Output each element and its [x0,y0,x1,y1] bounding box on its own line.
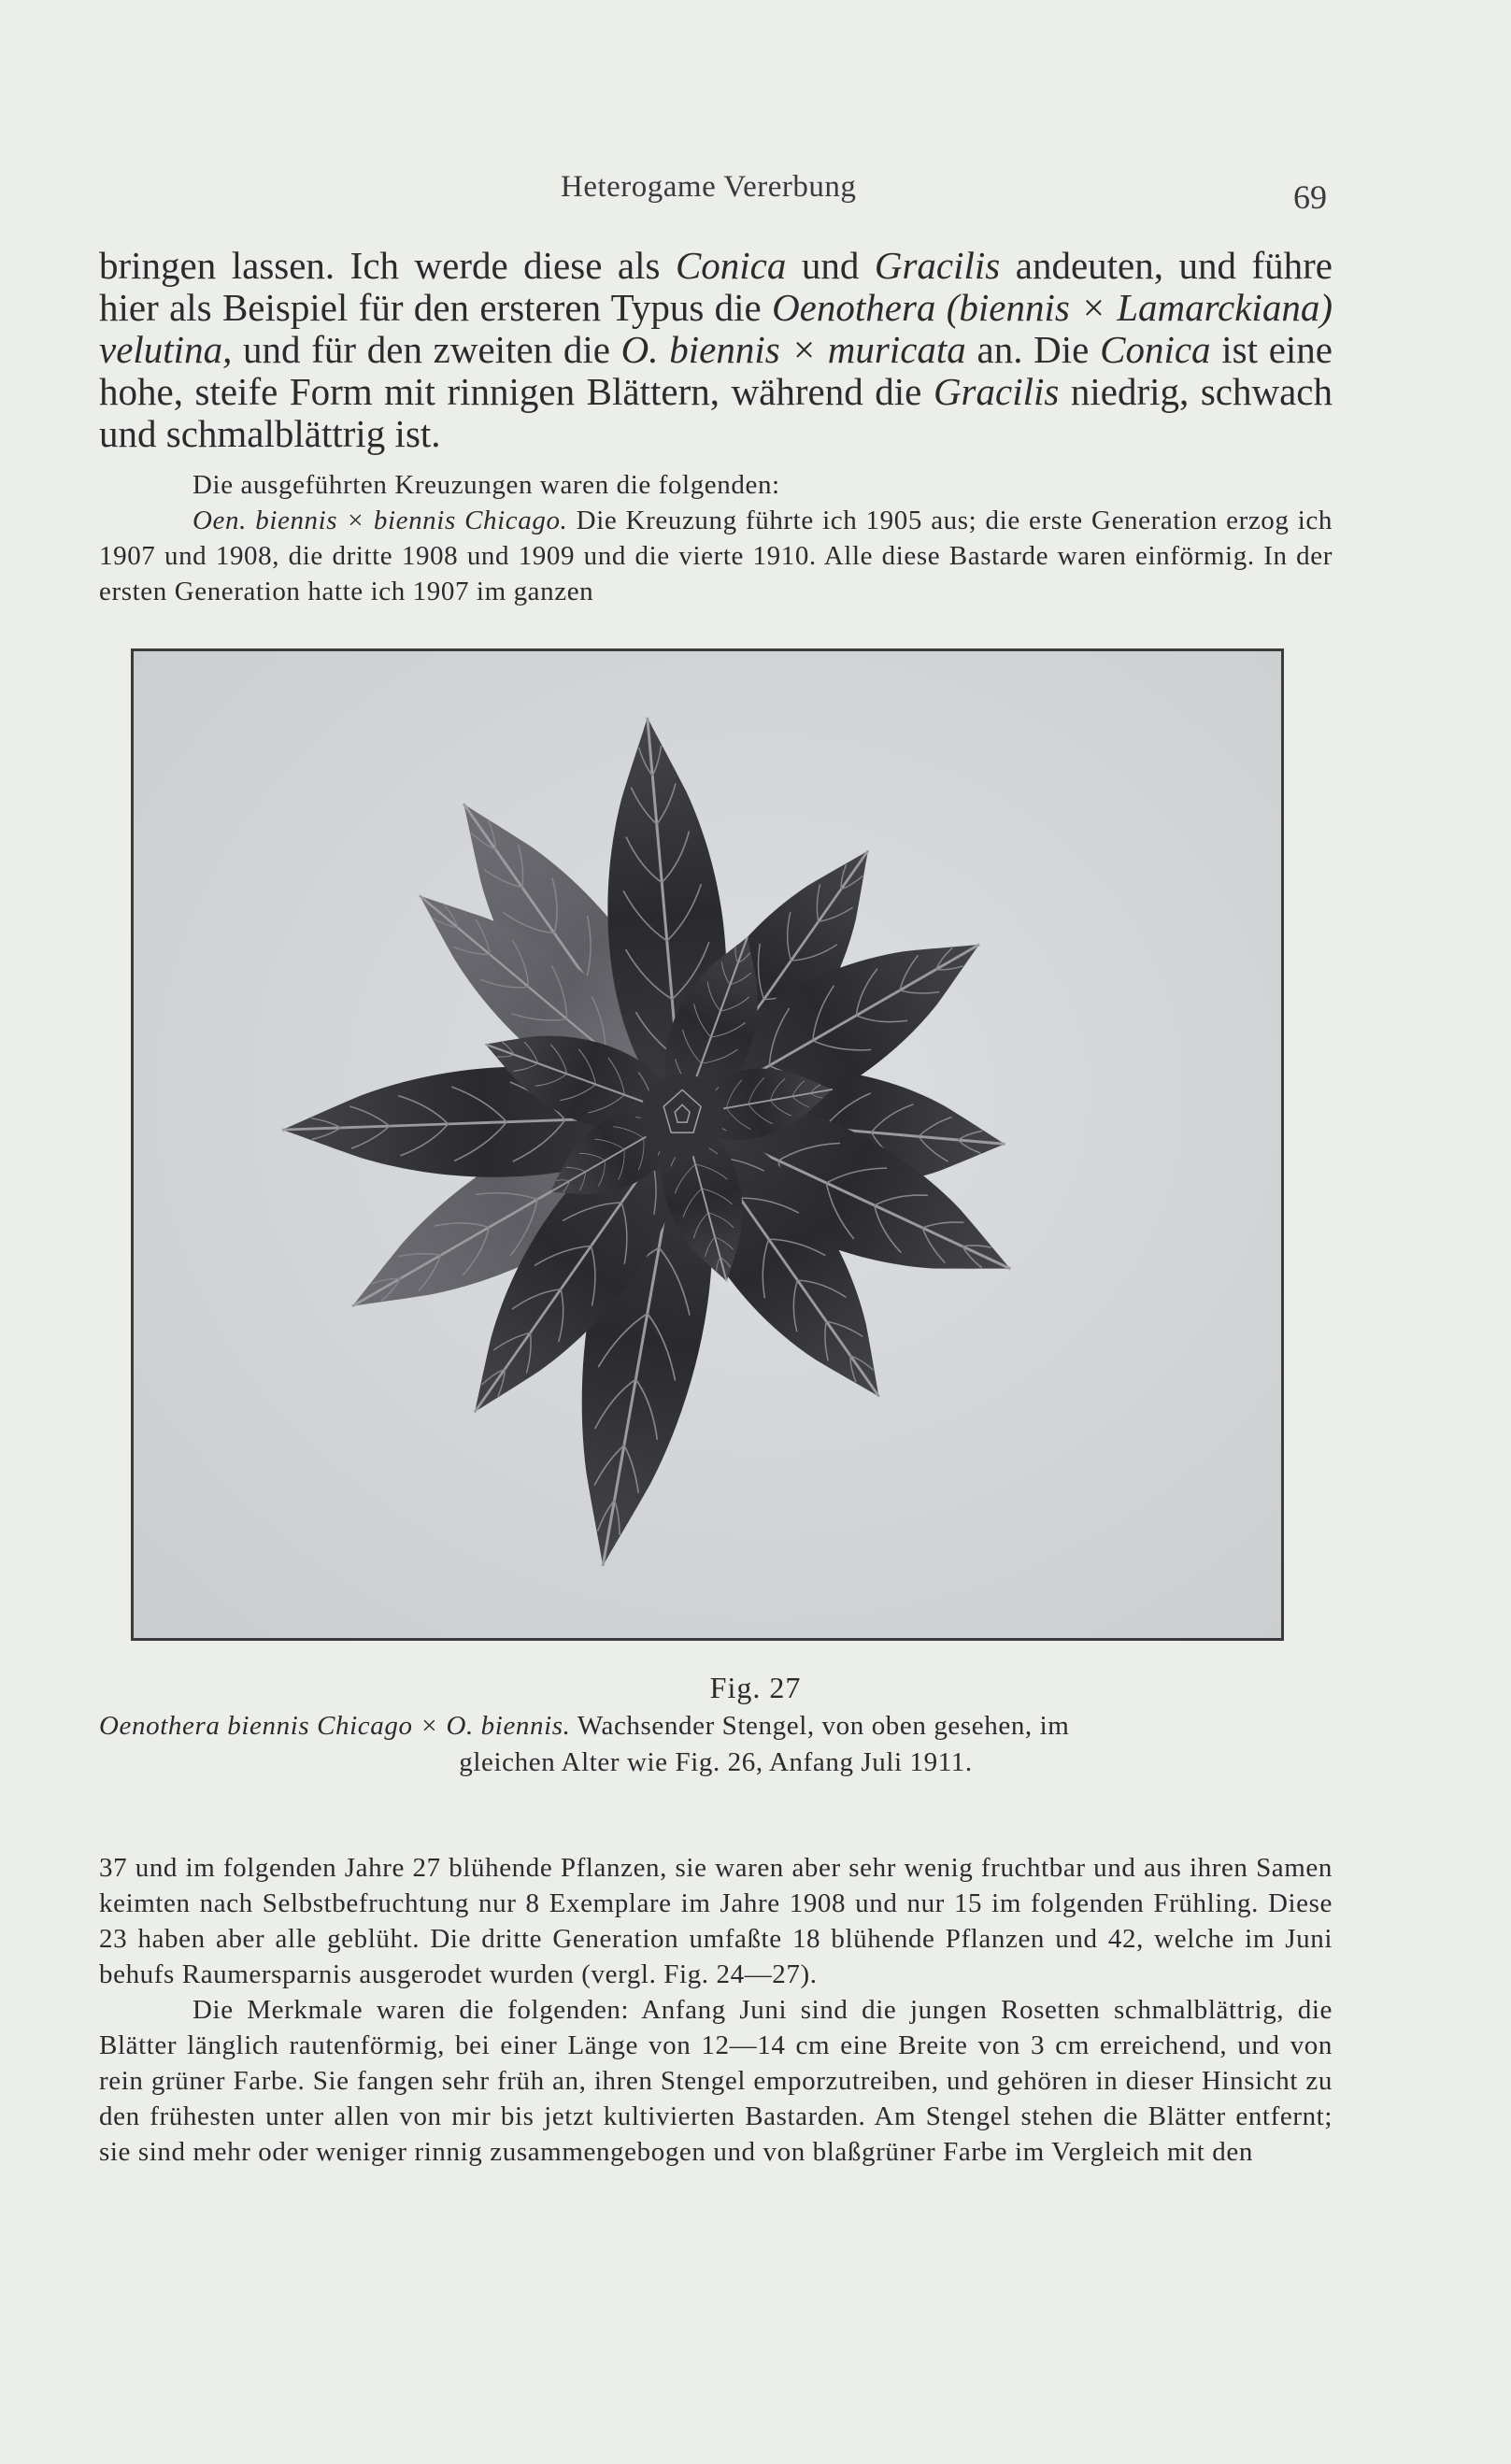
cross-name: Oen. biennis × biennis Chicago. [192,506,568,535]
intro-paragraph: bringen lassen. Ich werde diese als Conica und Gracilis andeuten, und führe hier als Beispiel für den ersteren Typus die Oenothera (biennis × Lamarckiana) velutina, und für den zweiten die O. biennis × muricata an. Die Conica ist eine hohe, steife Form mit rinnigen Blättern, während die Gracilis niedrig, schwach und schmalblättrig ist. [99,244,1333,455]
figure-label: Fig. 27 [709,1671,802,1704]
figure-photograph [131,648,1284,1641]
term-gracilis: Gracilis [874,244,1001,287]
results-section [99,1850,1333,2170]
caption-species: Oenothera biennis Chicago × O. biennis. [99,1711,571,1741]
plant-rosette-photo [134,651,1281,1638]
term-conica: Conica [1100,328,1211,371]
term-biennis-muricata: O. biennis × muricata [620,328,966,371]
crosses-paragraph [99,467,1333,609]
caption-text: Wachsender Stengel, von oben gesehen, im [570,1711,1070,1741]
term-gracilis: Gracilis [933,370,1060,413]
term-conica: Conica [675,244,787,287]
figure-caption [99,1708,1333,1781]
crosses-intro: Die ausgeführten Kreuzungen waren die folgenden: [192,470,780,500]
term-oenothera-velutina: Oenothera (biennis × Lamarckiana) velutina, [99,286,1333,371]
running-title: Heterogame Vererbung [561,170,857,204]
results-paragraph: 37 und im folgenden Jahre 27 blühende Pflanzen, sie waren aber sehr wenig fruchtbar und aus ihren Samen keimten nach Selbstbefruchtung nur 8 Exemplare im Jahre 1908 und nur 15 im folgenden Frühling. Diese 23 haben aber alle geblüht. Die dritte Generation umfaßte 18 blühende Pflanzen und 42, welche im Juni behufs Raumersparnis ausgerodet wurden (vergl. Fig. 24—27). [99,1853,1333,1989]
characteristics-paragraph: Die Merkmale waren die folgenden: Anfang Juni sind die jungen Rosetten schmalblättrig, die Blätter länglich rautenförmig, bei einer Länge von 12—14 cm eine Breite von 3 cm erreichend, und von rein grüner Farbe. Sie fangen sehr früh an, ihren Stengel emporzutreiben, und gehören in dieser Hinsicht zu den frühesten unter allen von mir bis jetzt kultivierten Bastarden. Am Stengel stehen die Blätter entfernt; sie sind mehr oder weniger rinnig zusammengebogen und von blaßgrüner Farbe im Vergleich mit den [99,1995,1333,2167]
caption-line-2: gleichen Alter wie Fig. 26, Anfang Juli 1911. [459,1747,973,1777]
cross-description: Oen. biennis × biennis Chicago. Die Kreuzung führte ich 1905 aus; die erste Generation erzog ich 1907 und 1908, die dritte 1908 und 1909 und die vierte 1910. Alle diese Bastarde waren einförmig. In der ersten Generation hatte ich 1907 im ganzen [99,506,1333,606]
page-number: 69 [1293,178,1327,216]
